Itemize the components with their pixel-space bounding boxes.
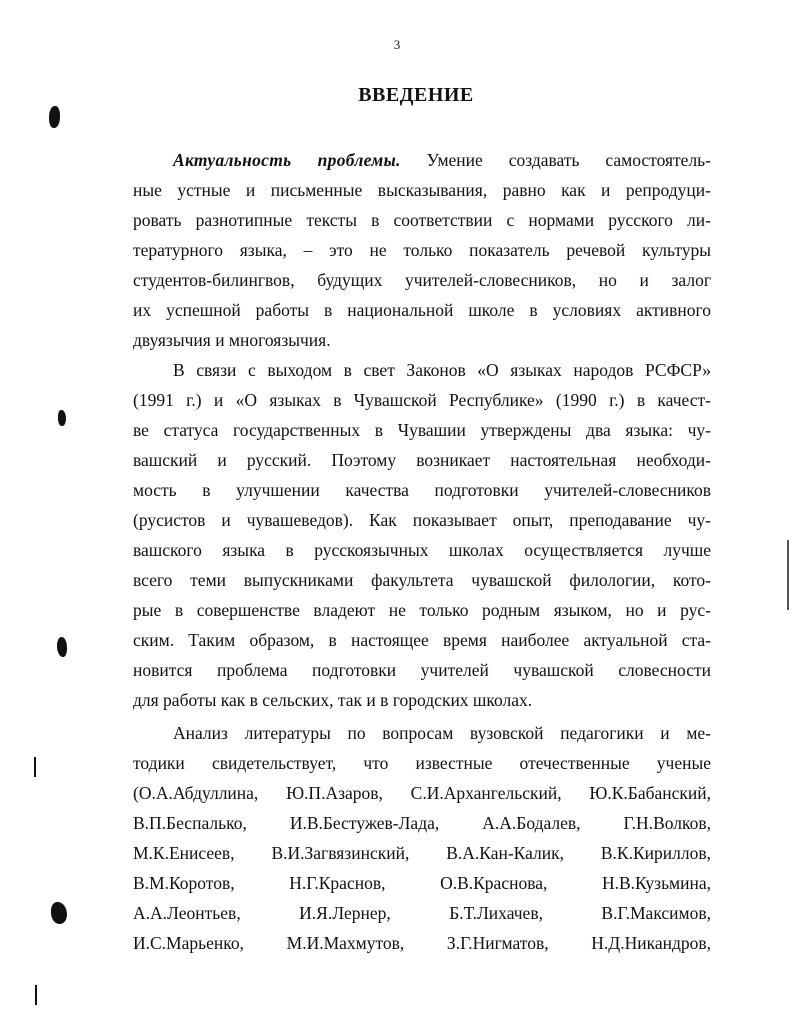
text-line: студентов-билингвов, будущих учителей-словесников, но и залог: [133, 270, 711, 290]
text-line: тодики свидетельствует, что известные отечественные ученые: [133, 753, 711, 773]
text-line: двуязычия и многоязычия.: [133, 330, 331, 350]
edge-line: [34, 757, 36, 777]
text-line: вашский и русский. Поэтому возникает настоятельная необходи-: [133, 450, 711, 470]
text-line: их успешной работы в национальной школе в условиях активного: [133, 300, 711, 320]
text-line: М.К.Енисеев, В.И.Загвязинский, В.А.Кан-Калик, В.К.Кириллов,: [133, 843, 711, 863]
text-line: тературного языка, – это не только показатель речевой культуры: [133, 240, 711, 260]
text-line: всего теми выпускниками факультета чувашской филологии, кото-: [133, 570, 711, 590]
edge-line: [35, 985, 37, 1005]
text-line: мость в улучшении качества подготовки учителей-словесников: [133, 480, 711, 500]
text-line: новится проблема подготовки учителей чувашской словесности: [133, 660, 711, 680]
text-span: Умение создавать самостоятель-: [400, 150, 711, 170]
text-line: ве статуса государственных в Чувашии утверждены два языка: чу-: [133, 420, 711, 440]
relevance-heading: Актуальность проблемы.: [173, 150, 401, 170]
text-line: (О.А.Абдуллина, Ю.П.Азаров, С.И.Архангельский, Ю.К.Бабанский,: [133, 783, 711, 803]
text-line: Анализ литературы по вопросам вузовской педагогики и ме-: [173, 723, 711, 743]
text-line: вашского языка в русскоязычных школах осуществляется лучше: [133, 540, 711, 560]
text-line: В.М.Коротов, Н.Г.Краснов, О.В.Краснова, Н.В.Кузьмина,: [133, 873, 711, 893]
hole-punch-mark: [57, 637, 67, 657]
text-line: (русистов и чувашеведов). Как показывает опыт, преподавание чу-: [133, 510, 711, 530]
text-line: В связи с выходом в свет Законов «О языках народов РСФСР»: [173, 360, 711, 380]
edge-line: [787, 540, 789, 610]
text-line: ные устные и письменные высказывания, равно как и репродуци-: [133, 180, 711, 200]
page-title: ВВЕДЕНИЕ: [358, 84, 474, 106]
text-line: (1991 г.) и «О языках в Чувашской Республике» (1990 г.) в качест-: [133, 390, 711, 410]
hole-punch-mark: [51, 902, 67, 924]
text-line: А.А.Леонтьев, И.Я.Лернер, Б.Т.Лихачев, В.Г.Максимов,: [133, 903, 711, 923]
page-number: 3: [393, 37, 401, 52]
text-line: ским. Таким образом, в настоящее время наиболее актуальной ста-: [133, 630, 711, 650]
text-line: рые в совершенстве владеют не только родным языком, но и рус-: [133, 600, 711, 620]
hole-punch-mark: [49, 106, 60, 128]
text-line: [133, 150, 711, 170]
text-line: В.П.Беспалько, И.В.Бестужев-Лада, А.А.Бодалев, Г.Н.Волков,: [133, 813, 711, 833]
text-line: для работы как в сельских, так и в городских школах.: [133, 690, 533, 710]
text-line: И.С.Марьенко, М.И.Махмутов, З.Г.Нигматов, Н.Д.Никандров,: [133, 933, 711, 953]
text-line: ровать разнотипные тексты в соответствии с нормами русского ли-: [133, 210, 711, 230]
hole-punch-mark: [58, 410, 66, 426]
